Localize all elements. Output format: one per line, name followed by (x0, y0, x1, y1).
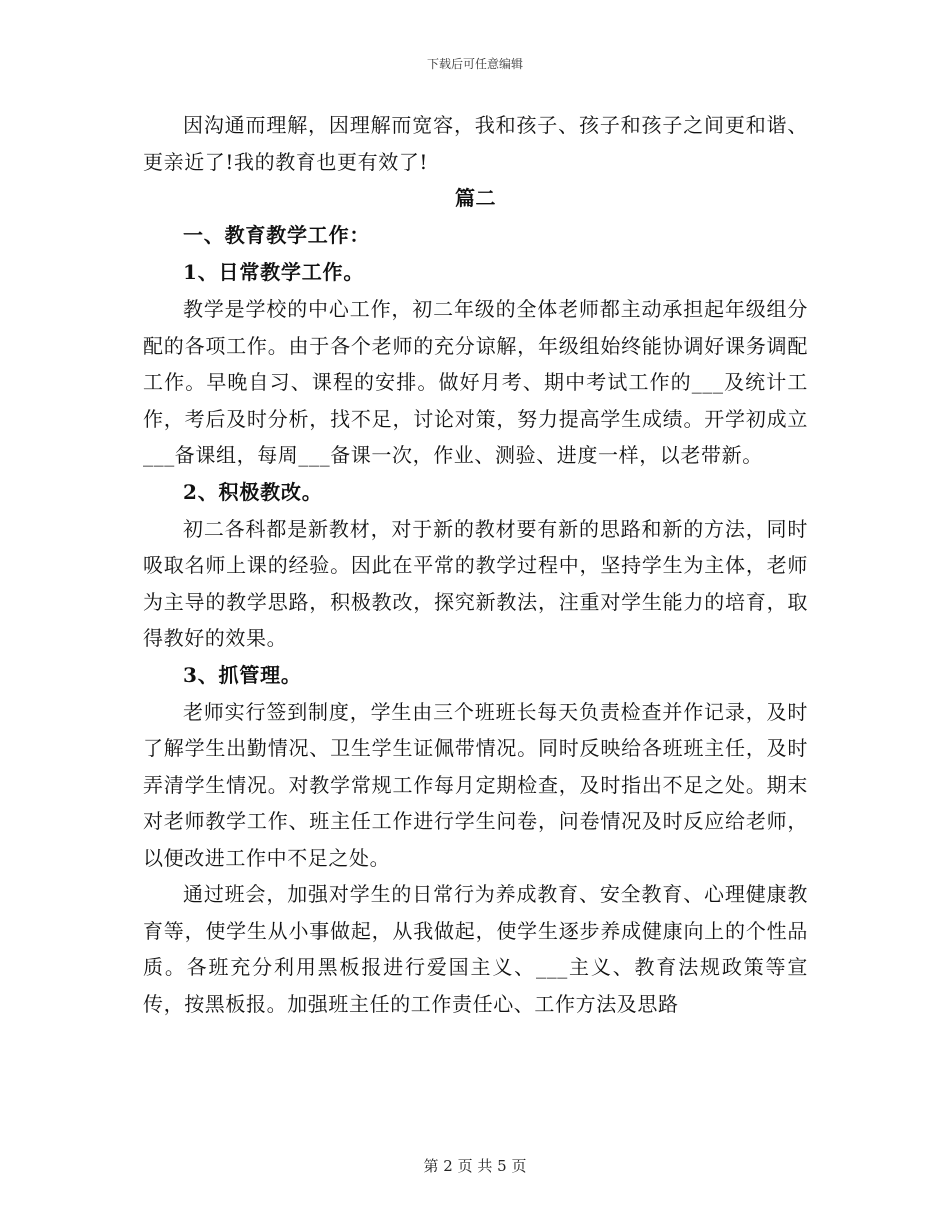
intro-paragraph: 因沟通而理解，因理解而宽容，我和孩子、孩子和孩子之间更和谐、更亲近了!我的教育也更有效了! (143, 113, 808, 174)
paragraph-teaching-reform: 初二各科都是新教材，对于新的教材要有新的思路和新的方法，同时吸取名师上课的经验。因此在平常的教学过程中，坚持学生为主体，老师为主导的教学思路，积极教改，探究新教法，注重对学生能力的培育，取得教好的效果。 (143, 516, 808, 650)
paragraph-management: 老师实行签到制度，学生由三个班班长每天负责检查并作记录，及时了解学生出勤情况、卫生学生证佩带情况。同时反映给各班班主任，及时弄清学生情况。对教学常规工作每月定期检查，及时指出不足之处。期末对老师教学工作、班主任工作进行学生问卷，问卷情况及时反应给老师，以便改进工作中不足之处。 (143, 699, 808, 870)
heading-teaching-reform: 2、积极教改。 (183, 479, 323, 504)
paragraph-daily-teaching: 教学是学校的中心工作，初二年级的全体老师都主动承担起年级组分配的各项工作。由于各个老师的充分谅解，年级组始终能协调好课务调配工作。早晚自习、课程的安排。做好月考、期中考试工作的___及统计工作，考后及时分析，找不足，讨论对策，努力提高学生成绩。开学初成立___备课组，每周___备课一次，作业、测验、进度一样，以老带新。 (143, 297, 808, 467)
heading-teaching-work: 一、教育教学工作： (183, 223, 371, 247)
heading-management: 3、抓管理。 (183, 662, 302, 687)
page-number: 第 2 页 共 5 页 (423, 1157, 527, 1175)
document-body (143, 107, 808, 1022)
section-title: 篇二 (455, 186, 496, 210)
page-header-note: 下载后可任意编辑 (426, 57, 523, 71)
heading-daily-teaching: 1、日常教学工作。 (183, 260, 365, 284)
paragraph-class-meeting: 通过班会，加强对学生的日常行为养成教育、安全教育、心理健康教育等，使学生从小事做起，从我做起，使学生逐步养成健康向上的个性品质。各班充分利用黑板报进行爱国主义、___主义、教育法规政策等宣传，按黑板报。加强班主任的工作责任心、工作方法及思路 (143, 882, 808, 1016)
